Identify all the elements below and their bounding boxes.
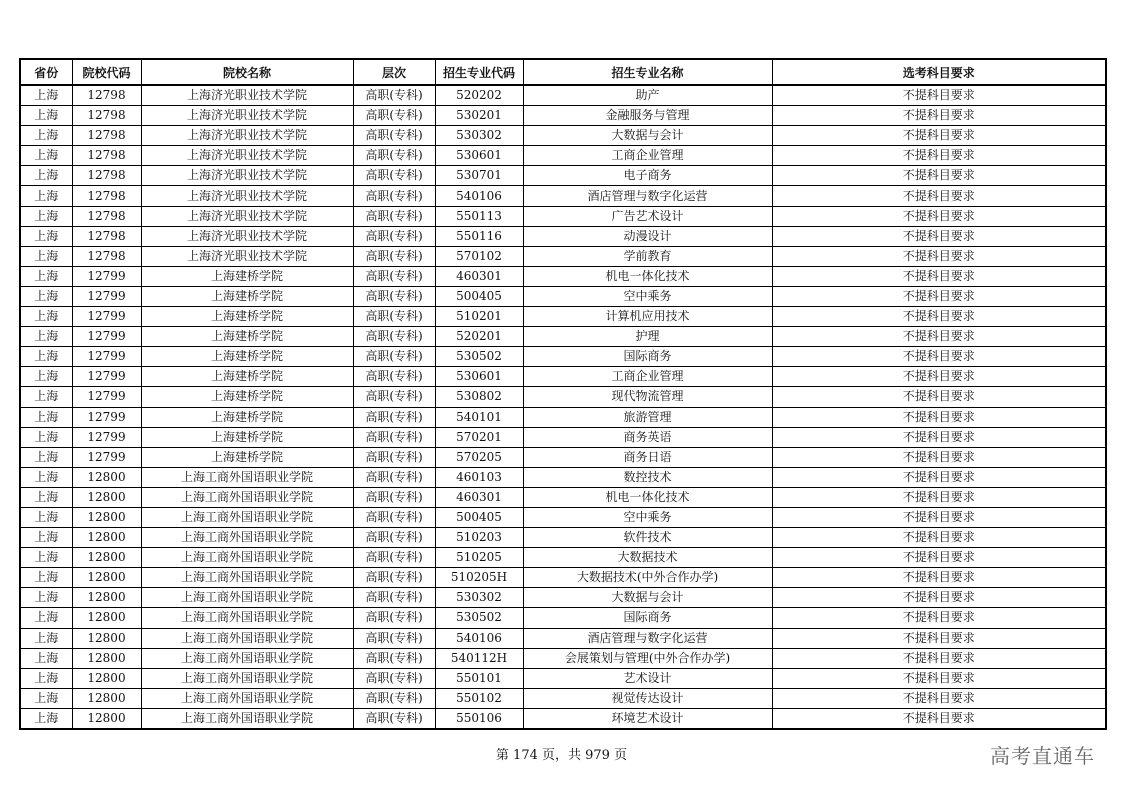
cell-level: 高职(专科) xyxy=(353,367,435,387)
cell-school-name: 上海工商外国语职业学院 xyxy=(141,668,353,688)
cell-major-code: 550116 xyxy=(435,226,523,246)
cell-major-name: 酒店管理与数字化运营 xyxy=(523,186,772,206)
cell-province: 上海 xyxy=(20,387,72,407)
table-row xyxy=(20,367,1106,387)
cell-major-code: 500405 xyxy=(435,286,523,306)
table-row xyxy=(20,548,1106,568)
cell-school-name: 上海工商外国语职业学院 xyxy=(141,568,353,588)
cell-province: 上海 xyxy=(20,126,72,146)
cell-school-code: 12799 xyxy=(72,327,141,347)
cell-major-name: 视觉传达设计 xyxy=(523,688,772,708)
cell-major-name: 大数据与会计 xyxy=(523,588,772,608)
cell-level: 高职(专科) xyxy=(353,327,435,347)
header-level: 层次 xyxy=(353,59,435,85)
cell-major-name: 艺术设计 xyxy=(523,668,772,688)
table-header-row xyxy=(20,59,1106,85)
table-row xyxy=(20,266,1106,286)
cell-province: 上海 xyxy=(20,106,72,126)
cell-school-name: 上海济光职业技术学院 xyxy=(141,85,353,106)
cell-level: 高职(专科) xyxy=(353,427,435,447)
cell-school-name: 上海工商外国语职业学院 xyxy=(141,648,353,668)
cell-school-name: 上海建桥学院 xyxy=(141,387,353,407)
cell-subject-requirement: 不提科目要求 xyxy=(772,85,1106,106)
cell-major-name: 商务日语 xyxy=(523,447,772,467)
cell-province: 上海 xyxy=(20,367,72,387)
table-row xyxy=(20,186,1106,206)
cell-subject-requirement: 不提科目要求 xyxy=(772,226,1106,246)
cell-school-name: 上海济光职业技术学院 xyxy=(141,146,353,166)
cell-school-name: 上海工商外国语职业学院 xyxy=(141,708,353,729)
table-row xyxy=(20,307,1106,327)
table-row xyxy=(20,387,1106,407)
cell-school-code: 12798 xyxy=(72,106,141,126)
cell-major-code: 510203 xyxy=(435,528,523,548)
cell-school-name: 上海济光职业技术学院 xyxy=(141,246,353,266)
cell-level: 高职(专科) xyxy=(353,708,435,729)
header-province: 省份 xyxy=(20,59,72,85)
cell-school-name: 上海济光职业技术学院 xyxy=(141,106,353,126)
cell-subject-requirement: 不提科目要求 xyxy=(772,266,1106,286)
cell-major-code: 530502 xyxy=(435,347,523,367)
table-row xyxy=(20,246,1106,266)
cell-school-code: 12800 xyxy=(72,628,141,648)
cell-major-code: 550102 xyxy=(435,688,523,708)
admission-table xyxy=(19,58,1107,730)
cell-subject-requirement: 不提科目要求 xyxy=(772,688,1106,708)
table-row xyxy=(20,226,1106,246)
cell-school-name: 上海建桥学院 xyxy=(141,447,353,467)
cell-subject-requirement: 不提科目要求 xyxy=(772,487,1106,507)
cell-level: 高职(专科) xyxy=(353,266,435,286)
cell-major-name: 计算机应用技术 xyxy=(523,307,772,327)
cell-province: 上海 xyxy=(20,548,72,568)
cell-major-code: 530601 xyxy=(435,367,523,387)
cell-major-code: 530802 xyxy=(435,387,523,407)
header-subject-requirement: 选考科目要求 xyxy=(772,59,1106,85)
cell-school-code: 12799 xyxy=(72,347,141,367)
table-row xyxy=(20,347,1106,367)
header-major-name: 招生专业名称 xyxy=(523,59,772,85)
table-row xyxy=(20,507,1106,527)
cell-school-code: 12800 xyxy=(72,548,141,568)
table-row xyxy=(20,628,1106,648)
cell-level: 高职(专科) xyxy=(353,688,435,708)
cell-subject-requirement: 不提科目要求 xyxy=(772,588,1106,608)
cell-province: 上海 xyxy=(20,186,72,206)
cell-school-name: 上海建桥学院 xyxy=(141,407,353,427)
cell-school-code: 12800 xyxy=(72,688,141,708)
table-row xyxy=(20,146,1106,166)
cell-subject-requirement: 不提科目要求 xyxy=(772,106,1106,126)
cell-subject-requirement: 不提科目要求 xyxy=(772,307,1106,327)
cell-province: 上海 xyxy=(20,427,72,447)
cell-school-name: 上海建桥学院 xyxy=(141,427,353,447)
cell-major-name: 机电一体化技术 xyxy=(523,487,772,507)
cell-school-name: 上海建桥学院 xyxy=(141,266,353,286)
cell-subject-requirement: 不提科目要求 xyxy=(772,608,1106,628)
cell-major-code: 530201 xyxy=(435,106,523,126)
cell-school-code: 12798 xyxy=(72,126,141,146)
cell-major-code: 520202 xyxy=(435,85,523,106)
cell-major-name: 环境艺术设计 xyxy=(523,708,772,729)
table-row xyxy=(20,85,1106,106)
cell-subject-requirement: 不提科目要求 xyxy=(772,146,1106,166)
table-row xyxy=(20,588,1106,608)
cell-province: 上海 xyxy=(20,447,72,467)
table-row xyxy=(20,447,1106,467)
cell-level: 高职(专科) xyxy=(353,186,435,206)
cell-major-code: 530701 xyxy=(435,166,523,186)
cell-province: 上海 xyxy=(20,528,72,548)
cell-level: 高职(专科) xyxy=(353,106,435,126)
cell-subject-requirement: 不提科目要求 xyxy=(772,407,1106,427)
cell-major-name: 国际商务 xyxy=(523,347,772,367)
cell-province: 上海 xyxy=(20,85,72,106)
cell-province: 上海 xyxy=(20,226,72,246)
table-row xyxy=(20,708,1106,729)
cell-major-name: 大数据技术(中外合作办学) xyxy=(523,568,772,588)
cell-major-code: 530302 xyxy=(435,126,523,146)
cell-subject-requirement: 不提科目要求 xyxy=(772,668,1106,688)
cell-level: 高职(专科) xyxy=(353,528,435,548)
cell-major-name: 会展策划与管理(中外合作办学) xyxy=(523,648,772,668)
cell-major-name: 酒店管理与数字化运营 xyxy=(523,628,772,648)
table-row xyxy=(20,106,1106,126)
cell-level: 高职(专科) xyxy=(353,487,435,507)
cell-level: 高职(专科) xyxy=(353,467,435,487)
cell-subject-requirement: 不提科目要求 xyxy=(772,467,1106,487)
cell-school-name: 上海工商外国语职业学院 xyxy=(141,528,353,548)
cell-school-code: 12799 xyxy=(72,407,141,427)
cell-subject-requirement: 不提科目要求 xyxy=(772,286,1106,306)
cell-school-name: 上海建桥学院 xyxy=(141,327,353,347)
table-row xyxy=(20,327,1106,347)
cell-school-name: 上海济光职业技术学院 xyxy=(141,226,353,246)
cell-school-code: 12799 xyxy=(72,367,141,387)
cell-major-name: 机电一体化技术 xyxy=(523,266,772,286)
cell-school-code: 12798 xyxy=(72,85,141,106)
cell-province: 上海 xyxy=(20,166,72,186)
cell-school-code: 12800 xyxy=(72,648,141,668)
cell-level: 高职(专科) xyxy=(353,246,435,266)
cell-level: 高职(专科) xyxy=(353,668,435,688)
cell-major-code: 460301 xyxy=(435,487,523,507)
cell-major-code: 540106 xyxy=(435,186,523,206)
cell-province: 上海 xyxy=(20,688,72,708)
cell-school-code: 12800 xyxy=(72,668,141,688)
cell-major-code: 510205 xyxy=(435,548,523,568)
cell-school-code: 12799 xyxy=(72,387,141,407)
cell-level: 高职(专科) xyxy=(353,206,435,226)
cell-province: 上海 xyxy=(20,327,72,347)
cell-major-code: 550106 xyxy=(435,708,523,729)
cell-major-name: 数控技术 xyxy=(523,467,772,487)
cell-subject-requirement: 不提科目要求 xyxy=(772,166,1106,186)
cell-major-code: 510205H xyxy=(435,568,523,588)
cell-subject-requirement: 不提科目要求 xyxy=(772,528,1106,548)
cell-school-name: 上海工商外国语职业学院 xyxy=(141,688,353,708)
cell-level: 高职(专科) xyxy=(353,447,435,467)
cell-level: 高职(专科) xyxy=(353,307,435,327)
table-row xyxy=(20,487,1106,507)
cell-school-name: 上海建桥学院 xyxy=(141,307,353,327)
cell-school-code: 12799 xyxy=(72,266,141,286)
cell-major-code: 460301 xyxy=(435,266,523,286)
cell-level: 高职(专科) xyxy=(353,85,435,106)
cell-major-code: 540101 xyxy=(435,407,523,427)
cell-subject-requirement: 不提科目要求 xyxy=(772,548,1106,568)
cell-school-code: 12800 xyxy=(72,568,141,588)
cell-school-code: 12798 xyxy=(72,206,141,226)
cell-subject-requirement: 不提科目要求 xyxy=(772,447,1106,467)
cell-school-code: 12799 xyxy=(72,427,141,447)
cell-school-code: 12800 xyxy=(72,528,141,548)
cell-province: 上海 xyxy=(20,146,72,166)
table-row xyxy=(20,467,1106,487)
cell-subject-requirement: 不提科目要求 xyxy=(772,327,1106,347)
cell-province: 上海 xyxy=(20,407,72,427)
table-row xyxy=(20,688,1106,708)
table-row xyxy=(20,206,1106,226)
cell-major-name: 工商企业管理 xyxy=(523,146,772,166)
cell-major-code: 530502 xyxy=(435,608,523,628)
cell-province: 上海 xyxy=(20,708,72,729)
cell-school-name: 上海工商外国语职业学院 xyxy=(141,507,353,527)
cell-subject-requirement: 不提科目要求 xyxy=(772,347,1106,367)
cell-level: 高职(专科) xyxy=(353,507,435,527)
cell-school-name: 上海建桥学院 xyxy=(141,347,353,367)
cell-subject-requirement: 不提科目要求 xyxy=(772,648,1106,668)
table-row xyxy=(20,648,1106,668)
cell-major-name: 旅游管理 xyxy=(523,407,772,427)
cell-subject-requirement: 不提科目要求 xyxy=(772,628,1106,648)
table-row xyxy=(20,126,1106,146)
table-row xyxy=(20,528,1106,548)
cell-major-code: 460103 xyxy=(435,467,523,487)
cell-subject-requirement: 不提科目要求 xyxy=(772,708,1106,729)
cell-school-code: 12799 xyxy=(72,447,141,467)
table-row xyxy=(20,286,1106,306)
cell-province: 上海 xyxy=(20,608,72,628)
cell-major-code: 570102 xyxy=(435,246,523,266)
cell-major-name: 助产 xyxy=(523,85,772,106)
cell-level: 高职(专科) xyxy=(353,286,435,306)
cell-province: 上海 xyxy=(20,507,72,527)
cell-major-code: 540106 xyxy=(435,628,523,648)
cell-major-code: 510201 xyxy=(435,307,523,327)
cell-subject-requirement: 不提科目要求 xyxy=(772,206,1106,226)
cell-school-code: 12800 xyxy=(72,588,141,608)
cell-province: 上海 xyxy=(20,568,72,588)
cell-school-name: 上海建桥学院 xyxy=(141,367,353,387)
cell-major-name: 空中乘务 xyxy=(523,507,772,527)
watermark-logo: 高考直通车 xyxy=(990,744,1095,768)
table-row xyxy=(20,407,1106,427)
cell-school-name: 上海工商外国语职业学院 xyxy=(141,548,353,568)
cell-school-name: 上海工商外国语职业学院 xyxy=(141,487,353,507)
cell-school-code: 12798 xyxy=(72,186,141,206)
cell-subject-requirement: 不提科目要求 xyxy=(772,246,1106,266)
cell-school-name: 上海工商外国语职业学院 xyxy=(141,467,353,487)
cell-level: 高职(专科) xyxy=(353,588,435,608)
cell-level: 高职(专科) xyxy=(353,407,435,427)
cell-major-code: 550101 xyxy=(435,668,523,688)
cell-school-code: 12800 xyxy=(72,708,141,729)
cell-school-code: 12798 xyxy=(72,166,141,186)
cell-subject-requirement: 不提科目要求 xyxy=(772,507,1106,527)
cell-major-name: 学前教育 xyxy=(523,246,772,266)
cell-major-name: 动漫设计 xyxy=(523,226,772,246)
cell-province: 上海 xyxy=(20,266,72,286)
cell-province: 上海 xyxy=(20,467,72,487)
cell-school-code: 12800 xyxy=(72,467,141,487)
header-major-code: 招生专业代码 xyxy=(435,59,523,85)
cell-major-name: 空中乘务 xyxy=(523,286,772,306)
cell-major-name: 国际商务 xyxy=(523,608,772,628)
page-number: 第 174 页，共 979 页 xyxy=(495,748,628,763)
cell-major-code: 570201 xyxy=(435,427,523,447)
cell-school-code: 12798 xyxy=(72,146,141,166)
cell-school-code: 12798 xyxy=(72,226,141,246)
cell-school-name: 上海济光职业技术学院 xyxy=(141,166,353,186)
cell-major-name: 软件技术 xyxy=(523,528,772,548)
cell-level: 高职(专科) xyxy=(353,347,435,367)
cell-subject-requirement: 不提科目要求 xyxy=(772,387,1106,407)
cell-province: 上海 xyxy=(20,628,72,648)
cell-subject-requirement: 不提科目要求 xyxy=(772,186,1106,206)
cell-school-code: 12800 xyxy=(72,507,141,527)
table-row xyxy=(20,608,1106,628)
cell-province: 上海 xyxy=(20,588,72,608)
cell-subject-requirement: 不提科目要求 xyxy=(772,427,1106,447)
cell-level: 高职(专科) xyxy=(353,126,435,146)
cell-level: 高职(专科) xyxy=(353,146,435,166)
cell-school-name: 上海济光职业技术学院 xyxy=(141,206,353,226)
cell-school-name: 上海济光职业技术学院 xyxy=(141,186,353,206)
cell-major-name: 电子商务 xyxy=(523,166,772,186)
table-body xyxy=(20,85,1106,729)
cell-major-name: 大数据与会计 xyxy=(523,126,772,146)
cell-level: 高职(专科) xyxy=(353,226,435,246)
cell-province: 上海 xyxy=(20,286,72,306)
cell-subject-requirement: 不提科目要求 xyxy=(772,367,1106,387)
header-school-code: 院校代码 xyxy=(72,59,141,85)
cell-school-name: 上海工商外国语职业学院 xyxy=(141,608,353,628)
table-row xyxy=(20,668,1106,688)
cell-major-name: 工商企业管理 xyxy=(523,367,772,387)
cell-level: 高职(专科) xyxy=(353,166,435,186)
cell-major-code: 540112H xyxy=(435,648,523,668)
cell-province: 上海 xyxy=(20,487,72,507)
cell-province: 上海 xyxy=(20,206,72,226)
cell-province: 上海 xyxy=(20,307,72,327)
cell-school-name: 上海建桥学院 xyxy=(141,286,353,306)
cell-province: 上海 xyxy=(20,648,72,668)
cell-major-name: 现代物流管理 xyxy=(523,387,772,407)
table-row xyxy=(20,568,1106,588)
cell-level: 高职(专科) xyxy=(353,628,435,648)
cell-school-name: 上海工商外国语职业学院 xyxy=(141,628,353,648)
cell-subject-requirement: 不提科目要求 xyxy=(772,568,1106,588)
cell-major-code: 500405 xyxy=(435,507,523,527)
cell-province: 上海 xyxy=(20,668,72,688)
cell-school-code: 12800 xyxy=(72,608,141,628)
cell-major-name: 商务英语 xyxy=(523,427,772,447)
cell-level: 高职(专科) xyxy=(353,387,435,407)
cell-level: 高职(专科) xyxy=(353,568,435,588)
cell-major-code: 520201 xyxy=(435,327,523,347)
cell-major-name: 护理 xyxy=(523,327,772,347)
header-school-name: 院校名称 xyxy=(141,59,353,85)
cell-school-code: 12798 xyxy=(72,246,141,266)
cell-school-code: 12799 xyxy=(72,307,141,327)
cell-major-name: 大数据技术 xyxy=(523,548,772,568)
cell-major-code: 530302 xyxy=(435,588,523,608)
cell-school-code: 12799 xyxy=(72,286,141,306)
cell-major-code: 550113 xyxy=(435,206,523,226)
cell-school-name: 上海工商外国语职业学院 xyxy=(141,588,353,608)
cell-school-code: 12800 xyxy=(72,487,141,507)
cell-major-name: 广告艺术设计 xyxy=(523,206,772,226)
cell-level: 高职(专科) xyxy=(353,608,435,628)
cell-major-name: 金融服务与管理 xyxy=(523,106,772,126)
cell-school-name: 上海济光职业技术学院 xyxy=(141,126,353,146)
cell-province: 上海 xyxy=(20,246,72,266)
cell-level: 高职(专科) xyxy=(353,548,435,568)
cell-subject-requirement: 不提科目要求 xyxy=(772,126,1106,146)
cell-level: 高职(专科) xyxy=(353,648,435,668)
table-row xyxy=(20,427,1106,447)
table-row xyxy=(20,166,1106,186)
cell-major-code: 530601 xyxy=(435,146,523,166)
cell-major-code: 570205 xyxy=(435,447,523,467)
cell-province: 上海 xyxy=(20,347,72,367)
